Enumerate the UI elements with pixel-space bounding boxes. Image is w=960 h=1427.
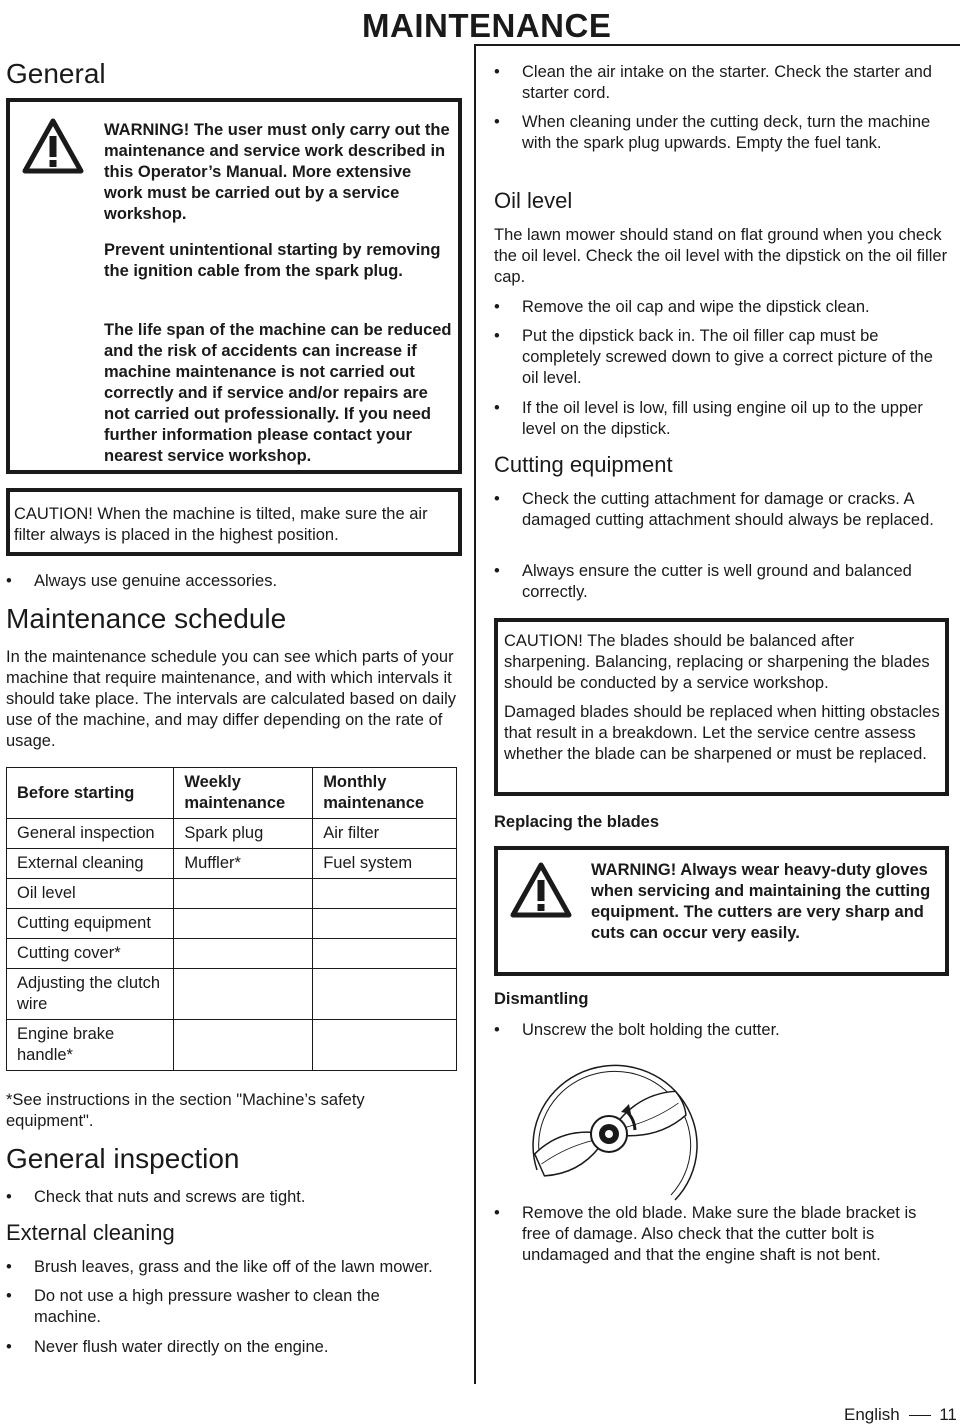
table-cell [174, 1020, 313, 1071]
table-row [7, 879, 457, 909]
table-footnote: *See instructions in the section "Machine’s safety equipment". [6, 1091, 365, 1130]
table-cell [313, 879, 457, 909]
table-row [7, 909, 457, 939]
footer-page-label [844, 1404, 957, 1426]
warning-paragraph-1: WARNING! The user must only carry out the maintenance and service work described in this Operator’s Manual. More extensive work must be carried out by a service workshop. [104, 121, 450, 223]
section-heading-cutting-equipment: Cutting equipment [494, 452, 673, 477]
list-item: • Remove the oil cap and wipe the dipstick clean. [494, 298, 870, 316]
table-cell: General inspection [7, 819, 174, 849]
list-item: • Brush leaves, grass and the like off of the lawn mower. [6, 1258, 433, 1276]
table-header-cell: Before starting [7, 768, 174, 819]
list-item: • Always use genuine accessories. [6, 571, 462, 592]
table-cell: Cutting cover* [7, 939, 174, 969]
warning-triangle-icon [22, 118, 84, 174]
bullet-accessories: Always use genuine accessories. [34, 572, 278, 590]
footer-language: English [844, 1405, 900, 1424]
table-cell [313, 909, 457, 939]
section-heading-general-inspection: General inspection [6, 1143, 240, 1174]
table-cell: Air filter [313, 819, 457, 849]
warning-box-blades [494, 846, 949, 976]
list-item: • Put the dipstick back in. The oil filler cap must be completely screwed down to give a correct picture of the oil level. [494, 327, 933, 387]
subheading-dismantling: Dismantling [494, 990, 589, 1008]
caution-box-blades [494, 618, 949, 796]
table-cell [174, 879, 313, 909]
table-cell [313, 969, 457, 1020]
column-divider [474, 44, 476, 1384]
caution-box [6, 488, 462, 556]
table-cell: Adjusting the clutch wire [7, 969, 174, 1020]
caution-blades-text-1: CAUTION! The blades should be balanced after sharpening. Balancing, replacing or sharpening the blades should be conducted by a service workshop. [504, 632, 930, 692]
warning-paragraph-3: The life span of the machine can be reduced and the risk of accidents can increase if machine maintenance is not carried out correctly and if service and/or repairs are not carried out professionally. If you need further information please contact your nearest service workshop. [104, 321, 452, 465]
table-header-cell: Monthly maintenance [313, 768, 457, 819]
oil-intro: The lawn mower should stand on flat ground when you check the oil level. Check the oil level with the dipstick on the oil filler cap. [494, 226, 948, 286]
table-cell: Oil level [7, 879, 174, 909]
section-heading-maintenance-schedule: Maintenance schedule [6, 603, 287, 634]
table-header-cell: Weekly maintenance [174, 768, 313, 819]
list-item: • When cleaning under the cutting deck, turn the machine with the spark plug upwards. Empty the fuel tank. [494, 113, 931, 152]
table-cell [313, 1020, 457, 1071]
table-row [7, 819, 457, 849]
cutter-blade-illustration [525, 1052, 705, 1222]
list-item: • Always ensure the cutter is well ground and balanced correctly. [494, 562, 912, 601]
list-item: • Unscrew the bolt holding the cutter. [494, 1021, 780, 1039]
list-item: • Never flush water directly on the engine. [6, 1338, 329, 1356]
list-item: • Check that nuts and screws are tight. [6, 1188, 306, 1206]
warning-paragraph-2: Prevent unintentional starting by removing the ignition cable from the spark plug. [104, 241, 441, 280]
list-item: • Do not use a high pressure washer to clean the machine. [6, 1287, 380, 1326]
section-heading-general: General [6, 58, 106, 89]
table-cell: Fuel system [313, 849, 457, 879]
warning-blades-text: WARNING! Always wear heavy-duty gloves when servicing and maintaining the cutting equipment. The cutters are very sharp and cuts can occur very easily. [591, 861, 931, 942]
footer-dash [909, 1415, 931, 1417]
caution-text: CAUTION! When the machine is tilted, make sure the air filter always is placed in the highest position. [14, 505, 428, 544]
schedule-intro: In the maintenance schedule you can see which parts of your machine that require maintenance, and with which intervals it should take place. The intervals are calculated based on daily use of the machine, and may differ depending on the rate of usage. [6, 648, 457, 750]
list-item: • Remove the old blade. Make sure the blade bracket is free of damage. Also check that the cutter bolt is undamaged and that the engine shaft is not bent. [494, 1204, 917, 1264]
table-cell: Engine brake handle* [7, 1020, 174, 1071]
table-row [7, 969, 457, 1020]
table-cell: Cutting equipment [7, 909, 174, 939]
table-cell [174, 909, 313, 939]
section-heading-external-cleaning: External cleaning [6, 1220, 175, 1245]
warning-box [6, 98, 462, 474]
table-cell: Muffler* [174, 849, 313, 879]
table-cell: Spark plug [174, 819, 313, 849]
table-row [7, 1020, 457, 1071]
table-header-row [7, 768, 457, 819]
list-item: • Clean the air intake on the starter. Check the starter and starter cord. [494, 63, 932, 102]
table-cell: External cleaning [7, 849, 174, 879]
list-item: • Check the cutting attachment for damage or cracks. A damaged cutting attachment should always be replaced. [494, 490, 934, 529]
section-heading-oil-level: Oil level [494, 188, 573, 213]
table-cell [313, 939, 457, 969]
table-cell [174, 969, 313, 1020]
subheading-replacing-blades: Replacing the blades [494, 813, 660, 831]
warning-triangle-icon [510, 862, 572, 918]
page-header-title: MAINTENANCE [362, 7, 612, 44]
table-row [7, 939, 457, 969]
list-item: • If the oil level is low, fill using engine oil up to the upper level on the dipstick. [494, 399, 923, 438]
maintenance-schedule-table [6, 767, 457, 1071]
caution-blades-text-2: Damaged blades should be replaced when hitting obstacles that result in a breakdown. Let the service centre assess whether the blade can be sharpened or must be replaced. [504, 703, 940, 763]
table-cell [174, 939, 313, 969]
table-row [7, 849, 457, 879]
footer-page-number: 11 [939, 1405, 957, 1424]
